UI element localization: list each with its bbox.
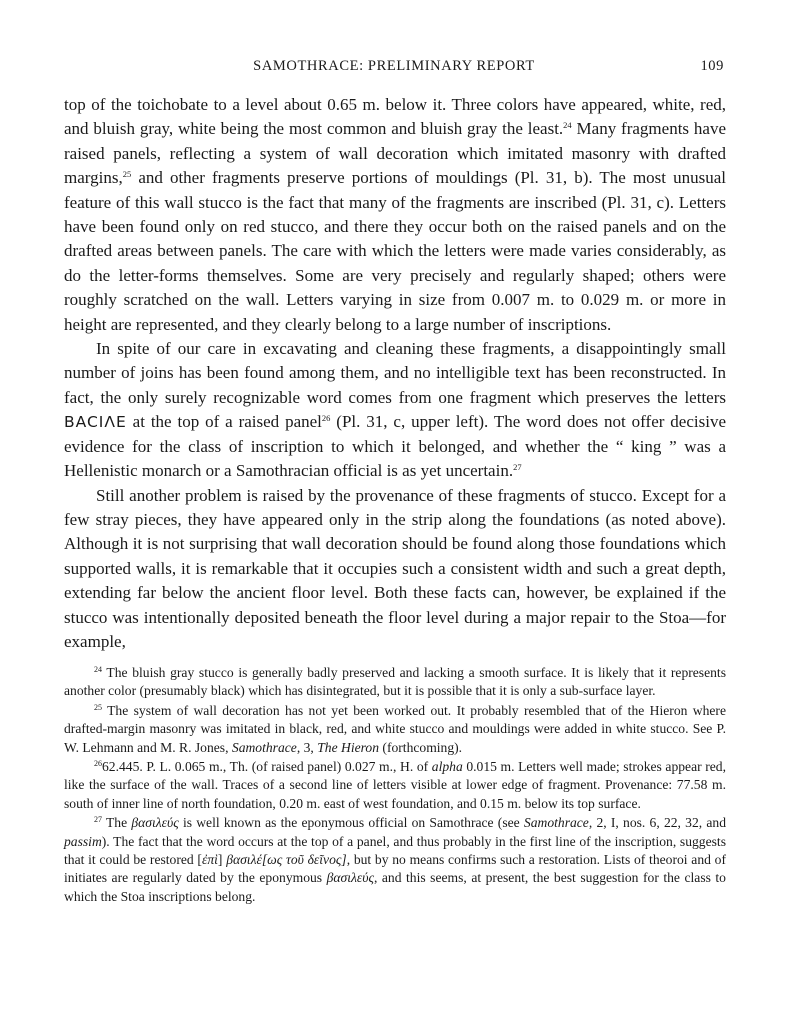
footnote-ref-25[interactable]: 25 <box>122 169 132 180</box>
footnote-27: $^{27}$ The βασιλεύς is well known as the eponymous official on Samothrace (see Samothrace, 2, I, nos. 6, 22, 32, and passim). The fact that the word occurs at the top of a panel, and thus probably in the first line of the inscription, suggests that it could be restored [ἐπὶ] βασιλέ[ως τοῦ δεῖνος], but by no means confirms such a restoration. Lists of theoroi and of initiates are regularly dated by the eponymous βασιλεύς, and this seems, at present, the best suggestion for the class to which the Stoa inscriptions belong. <box>64 815 726 904</box>
footnotes <box>64 664 726 907</box>
footnote-number: 26 <box>94 759 102 769</box>
inscription-letters: BACIΛE <box>64 413 127 432</box>
footnote-number: 24 <box>94 665 102 674</box>
footnote-ref-27[interactable]: 27 <box>513 462 522 473</box>
paragraph-1: top of the toichobate to a level about 0.65 m. below it. Three colors have appeared, white, red, and bluish gray, white being the most common and bluish gray the least.$^{24}$ Many fragments have raised panels, reflecting a system of wall decoration which imitated masonry with drafted margins,$^{25}$ and other fragments preserve portions of mouldings (Pl. 31, b). The most unusual feature of this wall stucco is the fact that many of the fragments are inscribed (Pl. 31, c). Letters have been found only on red stucco, and there they occur both on the raised panels and on the drafted areas between panels. The care with which the letters were made varies considerably, as do the letter-forms themselves. Some are very precisely and regularly shaped; others were roughly scratched on the wall. Letters varying in size from 0.007 m. to 0.029 m. or more in height are represented, and they clearly belong to a large number of inscriptions. <box>64 95 726 334</box>
footnote-ref-26[interactable]: 26 <box>321 413 331 424</box>
footnote-number: 27 <box>94 815 102 825</box>
footnote-24: $^{24}$ The bluish gray stucco is generally badly preserved and lacking a smooth surface. It is likely that it represents another color (presumably black) which has disintegrated, but it is possible that it is only a sub-surface layer. <box>64 665 726 699</box>
paragraph-2: In spite of our care in excavating and cleaning these fragments, a disappointingly small number of joins has been found among them, and no intelligible text has been reconstructed. In fact, the only surely recognizable word comes from one fragment which preserves the letters BACIΛE at the top of a raised panel$^{26}$ (Pl. 31, c, upper left). The word does not offer decisive evidence for the class of inscription to which it belonged, and whether the “ king ” was a Hellenistic monarch or a Samothracian official is as yet uncertain.$^{27}$ <box>64 339 726 481</box>
footnote-number: 25 <box>94 702 102 712</box>
footnote-25: $^{25}$ The system of wall decoration has not yet been worked out. It probably resembled that of the Hieron where drafted-margin masonry was imitated in black, red, and white stucco and mouldings were added in white stucco. See P. W. Lehmann and M. R. Jones, Samothrace, 3, The Hieron (forthcoming). <box>64 702 726 755</box>
paragraph-3: Still another problem is raised by the provenance of these fragments of stucco. Except for a few stray pieces, they have appeared only in the strip along the foundations (as noted above). Although it is not surprising that wall decoration should be found along those foundations which supported walls, it is remarkable that it occupies such a consistent width and such a great depth, extending far below the ancient floor level. Both these facts can, however, be explained if the stucco was intentionally deposited beneath the floor level during a major repair to the Stoa—for example, <box>64 485 726 651</box>
running-title: SAMOTHRACE: PRELIMINARY REPORT <box>253 58 535 74</box>
main-text <box>64 93 726 654</box>
footnote-26: $^{26}$62.445. P. L. 0.065 m., Th. (of raised panel) 0.027 m., H. of alpha 0.015 m. Letters well made; strokes appear red, like the surface of the wall. Traces of a second line of letters visible at lower edge of fragment. Provenance: 77.58 m. south of inner line of north foundation, 0.20 m. east of west foundation, and 0.15 m. below its top surface. <box>64 759 726 811</box>
footnote-ref-24[interactable]: 24 <box>563 120 572 131</box>
page-number: 109 <box>700 58 724 74</box>
running-header <box>64 58 724 80</box>
